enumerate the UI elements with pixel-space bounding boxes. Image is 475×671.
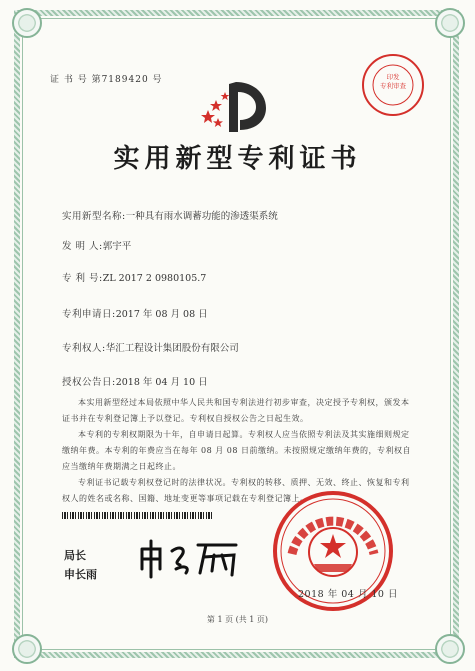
filing-date-row <box>62 306 208 320</box>
body-paragraph: 本专利的专利权期限为十年，自申请日起算。专利权人应当依照专利法及其实施细则规定缴纳年费。本专利的年费应当在每年 08 月 08 日前缴纳。未按照规定缴纳年费的，专利权自应当缴纳年费期满之日起终止。 <box>62 430 412 471</box>
utility-model-name-row <box>62 208 278 222</box>
field-label: 实用新型名称: <box>62 211 126 222</box>
patentee-row <box>62 340 239 354</box>
page-number: 第 1 页 (共 1 页) <box>206 615 269 624</box>
field-value: 郭宇平 <box>102 241 132 252</box>
director-signature <box>136 535 246 581</box>
field-label: 发 明 人: <box>62 241 103 252</box>
director-name: 申长雨 <box>64 568 97 581</box>
corner-ornament <box>12 8 42 38</box>
patent-number-row <box>62 270 206 284</box>
side-seal-line: 印发 <box>386 73 400 81</box>
barcode <box>62 512 212 519</box>
director-title: 局长 <box>64 549 86 562</box>
side-seal-line: 专利审查 <box>380 82 406 90</box>
field-label: 专 利 号: <box>62 273 103 284</box>
corner-ornament <box>12 634 42 664</box>
corner-ornament <box>435 634 465 664</box>
field-label: 专利权人: <box>62 343 106 354</box>
field-label: 授权公告日: <box>62 377 116 388</box>
inventor-row <box>62 238 131 252</box>
field-value: 2018 年 04 月 10 日 <box>115 377 208 388</box>
grant-date-row <box>62 374 208 388</box>
corner-ornament <box>435 8 465 38</box>
field-value: ZL 2017 2 0980105.7 <box>102 273 207 284</box>
body-paragraph: 本实用新型经过本局依照中华人民共和国专利法进行初步审查，决定授予专利权，颁发本证书并在专利登记簿上予以登记。专利权自授权公告之日起生效。 <box>62 398 410 423</box>
field-label: 专利申请日: <box>62 309 116 320</box>
patent-office-emblem-icon <box>196 76 276 138</box>
field-value: 2017 年 08 月 08 日 <box>115 309 208 320</box>
certificate-number: 证 书 号 第7189420 号 <box>50 75 163 85</box>
body-paragraph: 专利证书记载专利权登记时的法律状况。专利权的转移、质押、无效、终止、恢复和专利权人的姓名或名称、国籍、地址变更等事项记载在专利登记簿上。 <box>62 478 410 503</box>
side-seal-text <box>377 73 409 91</box>
seal-date: 2018 年 04 月 10 日 <box>298 589 398 600</box>
field-value: 华汇工程设计集团股份有限公司 <box>105 343 239 354</box>
certificate-title: 实用新型专利证书 <box>113 144 362 174</box>
field-value: 一种具有雨水调蓄功能的渗透渠系统 <box>125 211 278 222</box>
